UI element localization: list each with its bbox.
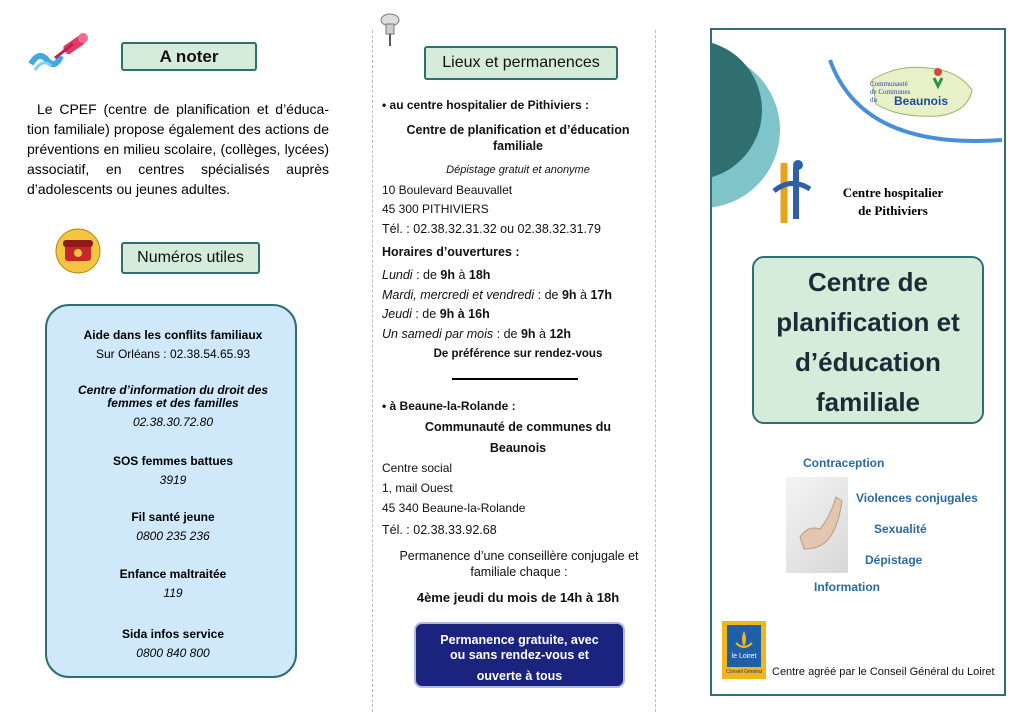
keyword-sexualite: Sexualité <box>874 522 927 536</box>
site1-tel: Tél. : 02.38.32.31.32 ou 02.38.32.31.79 <box>382 222 601 236</box>
preference-note: De préférence sur rendez-vous <box>433 348 603 360</box>
keyword-violences: Violences conjugales <box>856 491 978 505</box>
number-entry: Centre d’information du droit des femmes et des familles 02.38.30.72.80 <box>77 383 268 429</box>
site2-address2: 1, mail Ouest <box>382 481 453 495</box>
number-entry: SOS femmes battues 3919 <box>112 454 234 487</box>
site1-bullet: • au centre hospitalier de Pithiviers : <box>382 98 589 112</box>
site1-depistage: Dépistage gratuit et anonyme <box>446 164 590 176</box>
number-entry: Enfance maltraitée 119 <box>119 567 227 600</box>
numeros-utiles-title: Numéros utiles <box>121 242 260 274</box>
site2-center-line2: Beaunois <box>489 441 547 455</box>
hours-row: Un samedi par mois : de 9h à 12h <box>382 327 571 341</box>
site2-bullet: • à Beaune-la-Rolande : <box>382 399 516 413</box>
useful-numbers-box <box>45 304 297 678</box>
site2-address3: 45 340 Beaune-la-Rolande <box>382 501 526 515</box>
site1-center: Centre de planification et d’éducation familiale <box>406 123 630 153</box>
beaunois-logo: Communauté de Communes du Beaunois <box>868 60 978 122</box>
footer-text: Centre agréé par le Conseil Général du Loiret <box>772 666 995 678</box>
hospital-logo-icon <box>766 157 816 231</box>
site2-when: 4ème jeudi du mois de 14h à 18h <box>416 590 620 605</box>
loiret-logo: le Loiret Conseil Général <box>722 621 766 679</box>
site2-tel: Tél. : 02.38.33.92.68 <box>382 523 497 537</box>
hours-row: Mardi, mercredi et vendredi : de 9h à 17h <box>382 288 612 302</box>
permanence-box: Permanence gratuite, avec ou sans rendez-vous et ouverte à tous <box>414 622 625 688</box>
hand-image <box>786 477 848 573</box>
number-entry: Fil santé jeune 0800 235 236 <box>131 510 215 543</box>
site2-address1: Centre social <box>382 461 453 475</box>
note-text: Le CPEF (centre de planification et d’éduca-tion familiale) propose également des actions de préventions en milieu scolaire, (collèges, lycées) associatif, en centres spécialisés auprès d’adolescents ou jeunes adultes. <box>27 101 329 197</box>
hours-title: Horaires d’ouvertures : <box>382 245 520 259</box>
hours-row: Jeudi : de 9h à 16h <box>382 307 490 321</box>
hospital-name: Centre hospitalier de Pithiviers <box>842 185 944 218</box>
pushpin-icon <box>378 12 402 48</box>
number-entry: Sida infos service 0800 840 800 <box>121 627 225 660</box>
site2-center-line1: Communauté de communes du <box>424 420 612 434</box>
note-title: A noter <box>121 42 257 71</box>
divider <box>452 378 578 380</box>
telephone-icon <box>55 228 101 274</box>
cpef-title: Centre de planification et d’éducation familiale <box>752 256 984 424</box>
number-value: Sur Orléans : 02.38.54.65.93 <box>95 347 251 361</box>
phone-note-icon <box>25 30 93 80</box>
number-entry: Aide dans les conflits familiaux Sur Orléans : 02.38.54.65.93 <box>83 328 263 361</box>
keyword-depistage: Dépistage <box>865 553 923 567</box>
hours-row: Lundi : de 9h à 18h <box>382 268 491 282</box>
keyword-information: Information <box>814 580 880 594</box>
site2-permanence: Permanence d’une conseillère conjugale et familiale chaque : <box>399 549 639 579</box>
keyword-contraception: Contraception <box>803 456 885 470</box>
lieux-title: Lieux et permanences <box>424 46 618 80</box>
site1-address1: 10 Boulevard Beauvallet <box>382 183 513 197</box>
site1-address2: 45 300 PITHIVIERS <box>382 202 489 216</box>
